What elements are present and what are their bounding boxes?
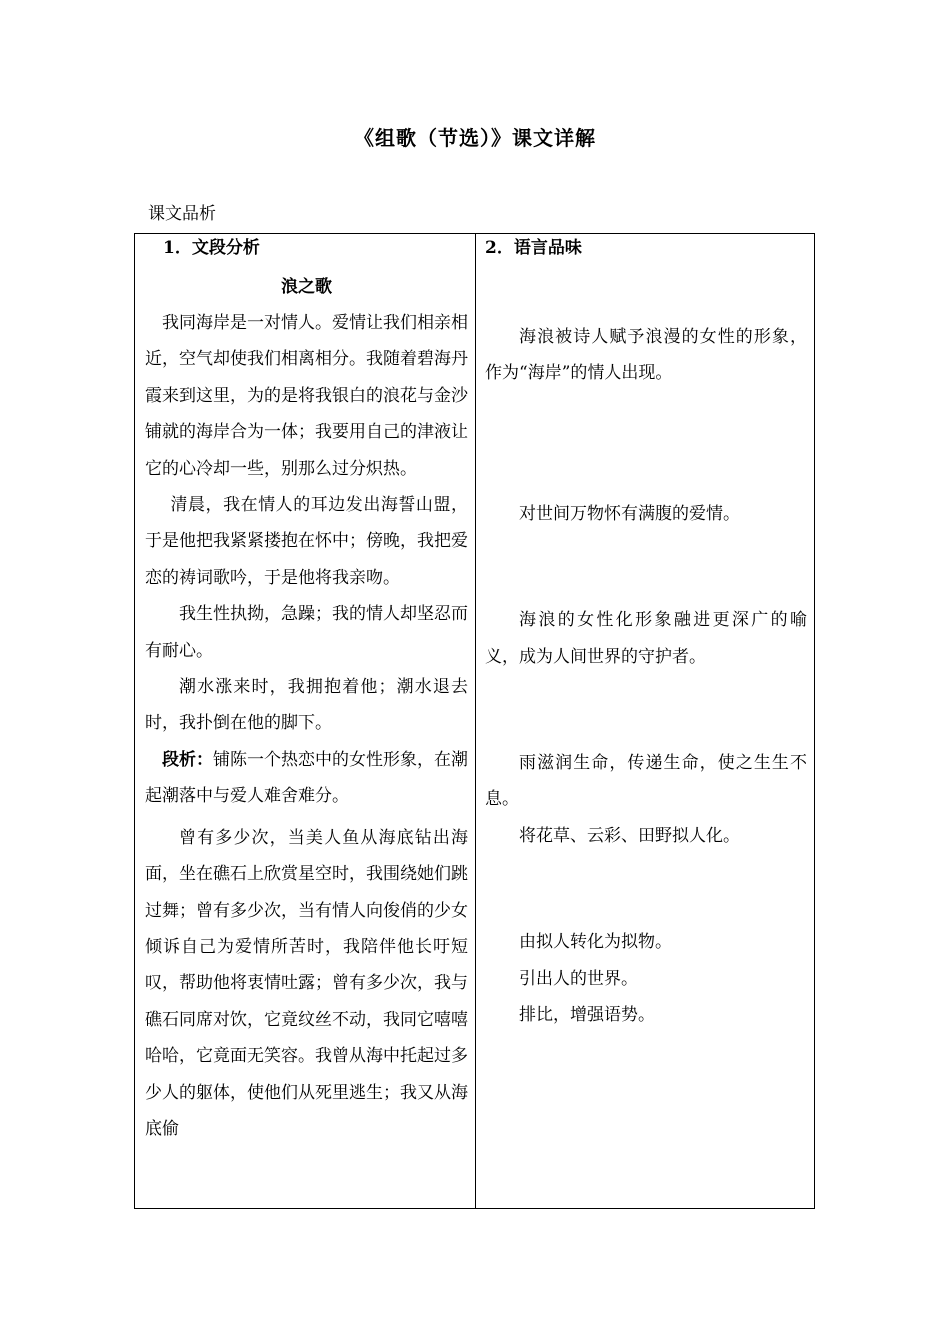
language-note: 排比，增强语势。	[519, 1005, 655, 1026]
left-column	[145, 234, 468, 1147]
analysis-label: 段析：	[162, 749, 213, 770]
language-note: 由拟人转化为拟物。	[519, 932, 672, 953]
analysis-paragraph	[145, 742, 468, 815]
right-column	[485, 234, 807, 1033]
document-title: 《组歌（节选）》课文详解	[354, 126, 596, 150]
column-divider	[475, 234, 476, 1208]
analysis-text: 铺陈一个热恋中的女性形象，在潮起潮落中与爱人难舍难分。	[145, 749, 468, 807]
left-heading: 1．文段分析	[163, 238, 260, 258]
poem-paragraph: 曾有多少次，当美人鱼从海底钻出海面，坐在礁石上欣赏星空时，我围绕她们跳过舞；曾有多少次，当有情人向俊俏的少女倾诉自己为爱情所苦时，我陪伴他长吁短叹，帮助他将衷情吐露；曾有多少次，我与礁石同席对饮，它竟纹丝不动，我同它嘻嘻哈哈，它竟面无笑容。我曾从海中托起过多少人的躯体，使他们从死里逃生；我又从海底偷	[145, 827, 468, 1139]
language-note: 将花草、云彩、田野拟人化。	[519, 825, 740, 846]
right-heading: 2．语言品味	[485, 238, 582, 258]
poem-title: 浪之歌	[281, 277, 332, 297]
section-label: 课文品析	[148, 204, 216, 224]
language-note: 海浪的女性化形象融进更深广的喻义，成为人间世界的守护者。	[485, 610, 807, 667]
language-note: 海浪被诗人赋予浪漫的女性的形象，作为“海岸”的情人出现。	[485, 327, 807, 384]
analysis-table	[134, 233, 815, 1209]
poem-paragraph: 我生性执拗，急躁；我的情人却坚忍而有耐心。	[145, 604, 468, 661]
poem-paragraph: 潮水涨来时，我拥抱着他；潮水退去时，我扑倒在他的脚下。	[145, 677, 468, 734]
language-note: 引出人的世界。	[519, 968, 638, 989]
poem-paragraph: 我同海岸是一对情人。爱情让我们相亲相近，空气却使我们相离相分。我随着碧海丹霞来到这里，为的是将我银白的浪花与金沙铺就的海岸合为一体；我要用自己的津液让它的心冷却一些，别那么过分炽热。	[145, 313, 468, 479]
language-note: 对世间万物怀有满腹的爱情。	[519, 503, 740, 524]
poem-paragraph: 清晨，我在情人的耳边发出海誓山盟，于是他把我紧紧搂抱在怀中；傍晚，我把爱恋的祷词歌吟，于是他将我亲吻。	[145, 495, 468, 588]
language-note: 雨滋润生命，传递生命，使之生生不息。	[485, 753, 807, 810]
